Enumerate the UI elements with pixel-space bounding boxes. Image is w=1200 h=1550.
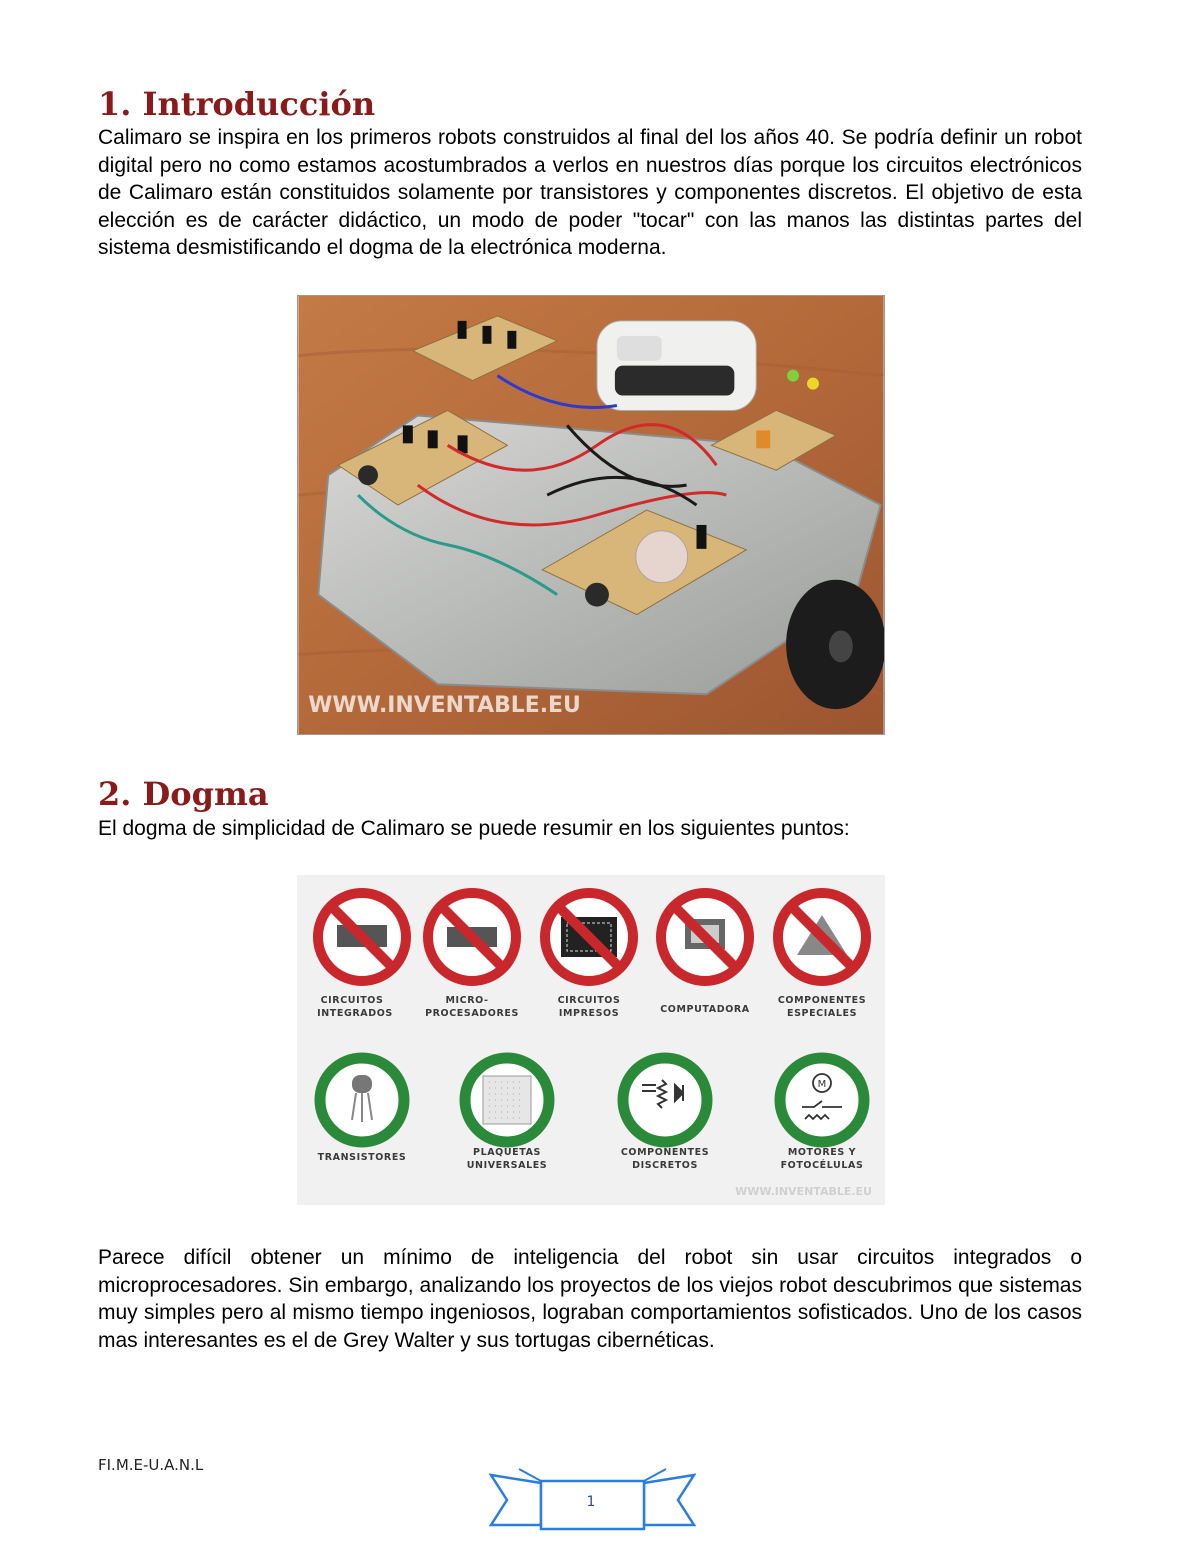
- allowed-sign-discrete-components: [621, 1058, 709, 1171]
- footer-institution: FI.M.E-U.A.N.L: [98, 1456, 204, 1474]
- page-number: 1: [586, 1494, 596, 1510]
- dogma-paragraph: Parece difícil obtener un mínimo de inteligencia del robot sin usar circuitos integrados o microprocesadores. Sin embargo, analizando los proyectos de los viejos robot descubrimos que sistemas muy simples pero al mismo tiempo ingeniosos, lograban comportamientos sofisticados. Uno de los casos mas interesantes es el de Grey Walter y sus tortugas cibernéticas.: [98, 1246, 1082, 1352]
- forbidden-label-2a: MICRO-: [445, 995, 489, 1006]
- forbidden-label-1a: CIRCUITOS: [320, 995, 384, 1006]
- allowed-sign-perfboards: [465, 1058, 549, 1171]
- allowed-label-1a: TRANSISTORES: [317, 1152, 407, 1163]
- photo-watermark: WWW.INVENTABLE.EU: [308, 693, 581, 719]
- allowed-sign-motors-photocells: [780, 1058, 864, 1171]
- forbidden-label-3b: IMPRESOS: [558, 1008, 620, 1019]
- forbidden-label-3a: CIRCUITOS: [557, 995, 621, 1006]
- forbidden-sign-computer: [660, 893, 750, 1015]
- forbidden-sign-microprocessors: [425, 893, 519, 1019]
- dogma-intro: El dogma de simplicidad de Calimaro se puede resumir en los siguientes puntos:: [98, 817, 850, 840]
- allowed-label-4a: MOTORES Y: [787, 1147, 857, 1158]
- section-heading-introduccion: 1. Introducción: [98, 85, 376, 123]
- transistor-icon: [352, 1075, 372, 1093]
- allowed-label-3b: DISCRETOS: [632, 1160, 698, 1171]
- robot-photo: [297, 295, 885, 735]
- intro-paragraph: Calimaro se inspira en los primeros robots construidos al final del los años 40. Se podría definir un robot digital pero no como estamos acostumbrados a verlos en nuestros días porque los circuitos electrónicos de Calimaro están constituidos solamente por transistores y componentes discretos. El objetivo de esta elección es de carácter didáctico, un modo de poder "tocar" con las manos las distintas partes del sistema desmistificando el dogma de la electrónica moderna.: [98, 126, 1082, 259]
- section-heading-dogma: 2. Dogma: [98, 775, 269, 813]
- allowed-sign-transistors: [318, 1058, 407, 1163]
- forbidden-sign-printed-circuits: [545, 893, 633, 1019]
- forbidden-sign-special-components: [778, 893, 866, 1019]
- allowed-label-2a: PLAQUETAS: [473, 1147, 541, 1158]
- allowed-label-2b: UNIVERSALES: [466, 1160, 548, 1171]
- figure-watermark: WWW.INVENTABLE.EU: [735, 1185, 872, 1198]
- forbidden-label-5b: ESPECIALES: [786, 1008, 858, 1019]
- dogma-figure: [297, 875, 885, 1205]
- forbidden-label-5a: COMPONENTES: [777, 995, 867, 1006]
- forbidden-sign-integrated-circuits: [317, 893, 406, 1019]
- allowed-label-4b: FOTOCÉLULAS: [780, 1160, 864, 1171]
- forbidden-label-2b: PROCESADORES: [425, 1008, 519, 1019]
- allowed-label-3a: COMPONENTES: [620, 1147, 710, 1158]
- forbidden-label-1b: INTEGRADOS: [317, 1008, 393, 1019]
- svg-text:M: M: [817, 1079, 827, 1090]
- wheel: [786, 580, 885, 709]
- forbidden-label-4a: COMPUTADORA: [660, 1004, 750, 1015]
- battery-pack: [597, 321, 756, 411]
